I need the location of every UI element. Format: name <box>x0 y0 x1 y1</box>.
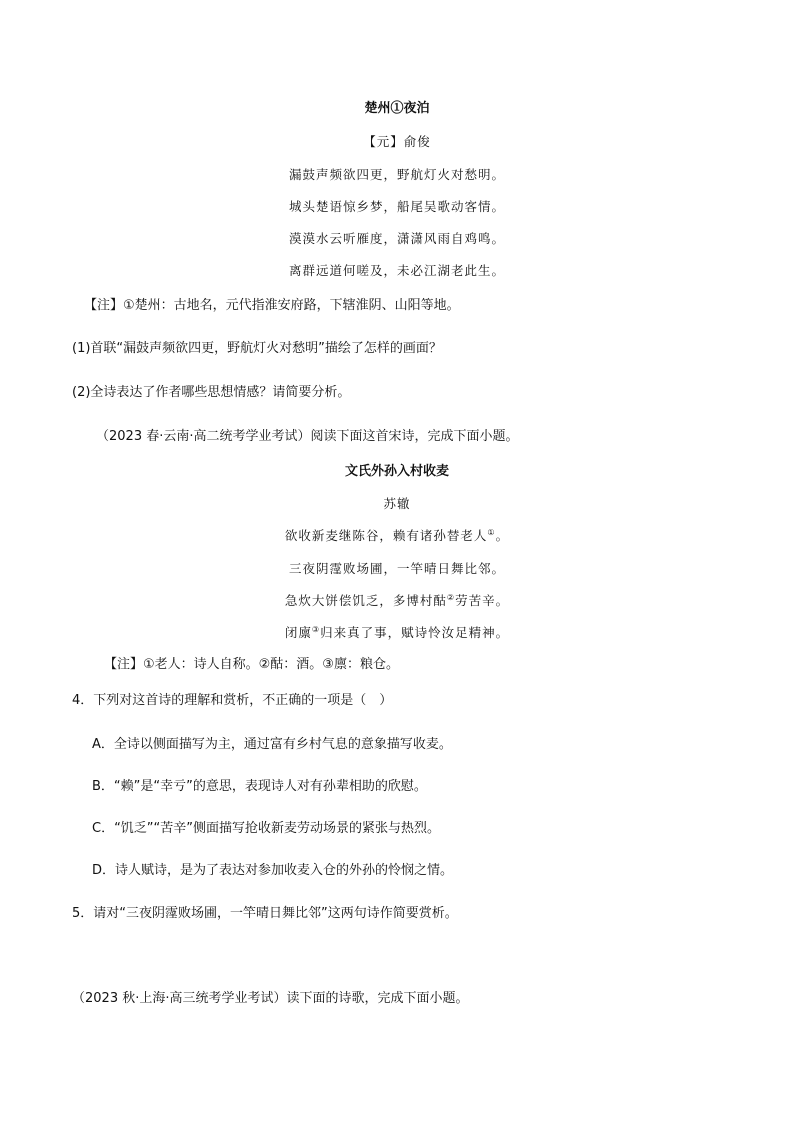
poem1-line-1: 漏鼓声频欲四更，野航灯火对愁明。 <box>288 167 505 182</box>
poem2-line-1: 欲收新麦继陈谷，赖有诸孙替老人①。 <box>284 527 510 543</box>
option-d: D．诗人赋诗，是为了表达对参加收麦入仓的外孙的怜悯之情。 <box>92 863 454 878</box>
poem2-note: 【注】①老人：诗人自称。②酤：酒。③廪：粮仓。 <box>104 657 399 672</box>
poem1-note: 【注】①楚州：古地名，元代指淮安府路，下辖淮阴、山阳等地。 <box>84 298 460 313</box>
question-2: (2)全诗表达了作者哪些思想情感？请简要分析。 <box>72 385 351 400</box>
question-1: (1)首联“漏鼓声频欲四更，野航灯火对愁明”描绘了怎样的画面？ <box>72 341 442 356</box>
section2-intro: （2023 春·云南·高二统考学业考试）阅读下面这首宋诗，完成下面小题。 <box>96 429 519 444</box>
poem2-line-4: 闭廪③归来真了事，赋诗怜汝足精神。 <box>284 624 510 640</box>
poem2-title: 文氏外孙入村收麦 <box>344 464 449 479</box>
poem2-line-2: 三夜阴霪败场圃，一竿晴日舞比邻。 <box>288 561 505 576</box>
question-4: 4．下列对这首诗的理解和赏析，不正确的一项是（ ） <box>72 693 393 708</box>
option-a: A．全诗以侧面描写为主，通过富有乡村气息的意象描写收麦。 <box>92 737 452 752</box>
section3-intro: （2023 秋·上海·高三统考学业考试）读下面的诗歌，完成下面小题。 <box>72 991 469 1006</box>
option-b: B．“赖”是“幸亏”的意思，表现诗人对有孙辈相助的欣慰。 <box>92 779 427 794</box>
poem2-line-3: 急炊大饼偿饥乏，多博村酤②劳苦辛。 <box>284 592 510 608</box>
poem1-title: 楚州①夜泊 <box>364 101 430 116</box>
poem1-line-3: 漠漠水云听雁度，潇潇风雨自鸡鸣。 <box>288 231 505 246</box>
question-5: 5．请对“三夜阴霪败场圃，一竿晴日舞比邻”这两句诗作简要赏析。 <box>72 906 458 921</box>
poem1-author: 【元】俞俊 <box>363 134 431 149</box>
poem1-line-4: 离群远道何嗟及，未必江湖老此生。 <box>288 263 505 278</box>
poem1-line-2: 城头楚语惊乡梦，船尾吴歌动客情。 <box>288 199 505 214</box>
poem2-author: 苏辙 <box>383 496 411 511</box>
option-c: C．“饥乏”“苦辛”侧面描写抢收新麦劳动场景的紧张与热烈。 <box>92 821 441 836</box>
